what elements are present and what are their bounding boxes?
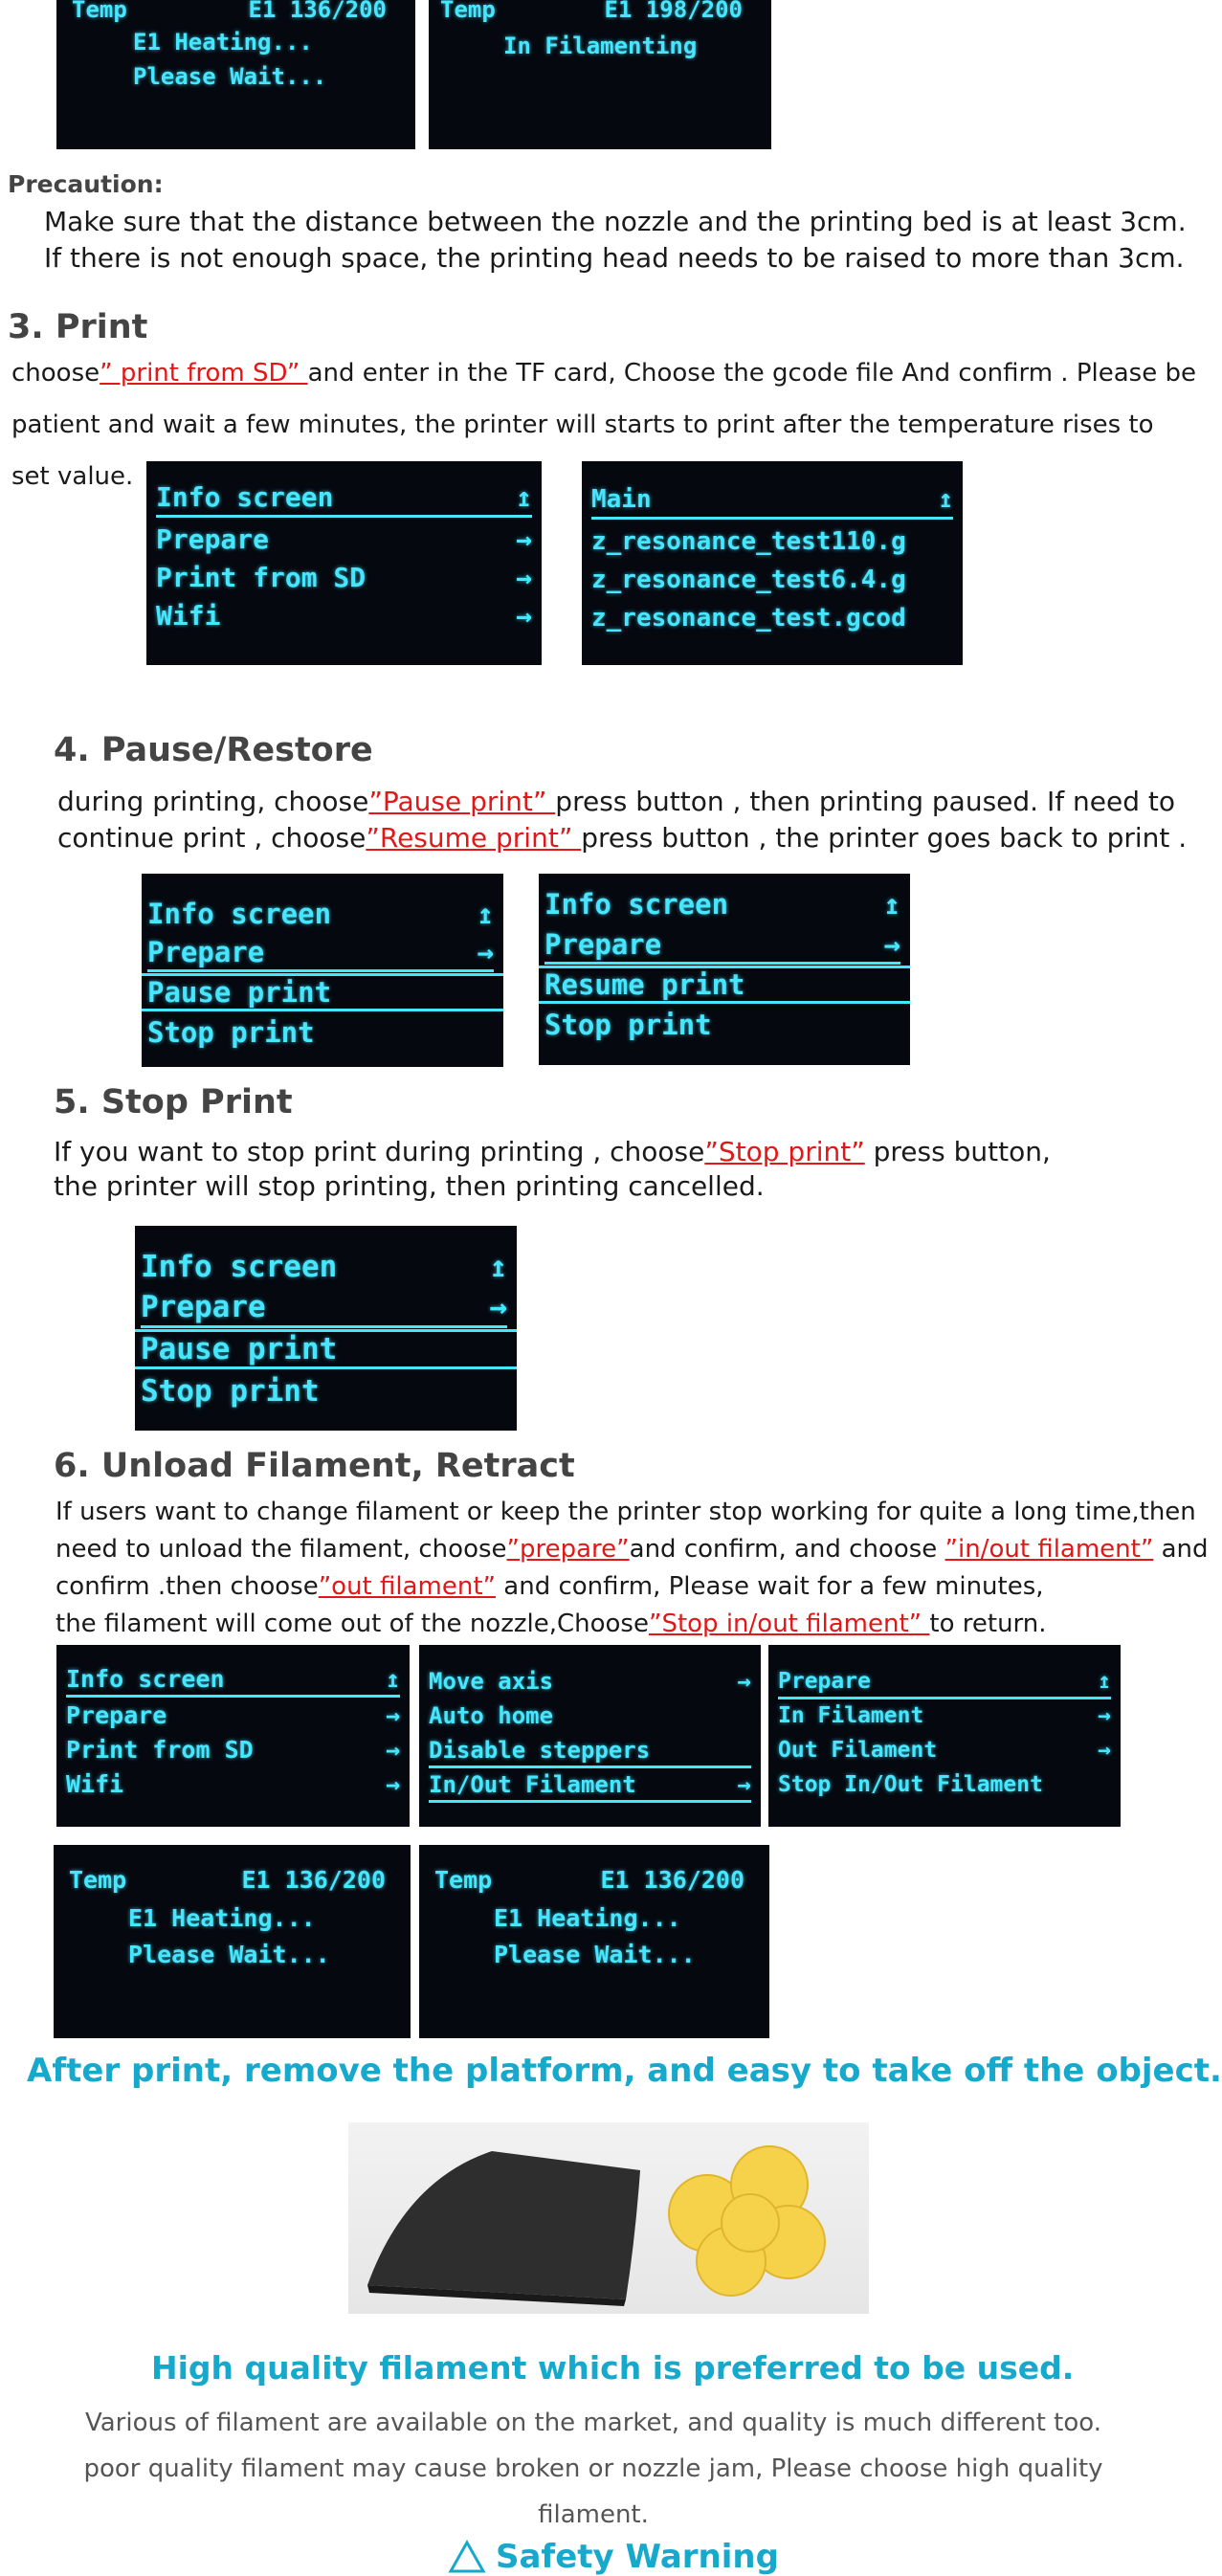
- safety-warning-text: Safety Warning: [496, 2538, 779, 2576]
- quality-heading: High quality filament which is preferred to be used.: [151, 2349, 1075, 2387]
- quality-line-3: filament.: [538, 2500, 649, 2529]
- stop-in-out-filament-highlight: ”Stop in/out filament”: [648, 1610, 930, 1638]
- menu-row: Prepare →: [156, 523, 532, 555]
- print-paragraph-line-2: patient and wait a few minutes, the printer will starts to print after the temperature rises to: [11, 411, 1154, 439]
- menu-row: Wifi →: [156, 600, 532, 632]
- temp-label: Temp: [440, 0, 496, 23]
- lcd-stop-menu: Info screen ↥ Prepare → Pause print Stop print: [135, 1226, 517, 1431]
- lcd-heating-a: Temp E1 136/200 E1 Heating... Please Wait...: [54, 1845, 411, 2038]
- lcd-resume-menu: Info screen ↥ Prepare → Resume print Stop print: [539, 874, 910, 1065]
- file-row: z_resonance_test6.4.g: [591, 566, 906, 594]
- heating-line: E1 Heating...: [133, 29, 313, 56]
- section-stop-title: 5. Stop Print: [54, 1083, 293, 1121]
- precaution-line-1: Make sure that the distance between the nozzle and the printing bed is at least 3cm.: [44, 206, 1187, 237]
- prepare-highlight: ”prepare”: [506, 1535, 630, 1564]
- warning-triangle-icon: [448, 2540, 486, 2574]
- menu-row: Main ↥: [591, 482, 953, 520]
- out-filament-highlight: ”out filament”: [318, 1572, 497, 1601]
- pause-line-1: during printing, choose”Pause print” press button , then printing paused. If need to: [57, 786, 1175, 817]
- resume-print-highlight: ”Resume print”: [366, 822, 582, 854]
- lcd-unload-main-menu: Info screen ↥ Prepare → Print from SD → Wifi →: [56, 1645, 410, 1827]
- lcd-unload-filament-menu: Prepare ↥ In Filament → Out Filament → Stop In/Out Filament: [768, 1645, 1121, 1827]
- section-print-title: 3. Print: [8, 308, 148, 346]
- menu-row: Print from SD →: [156, 562, 532, 593]
- lcd-filamenting-top: [429, 0, 771, 149]
- lcd-unload-prepare-menu: Move axis → Auto home Disable steppers In/Out Filament →: [419, 1645, 761, 1827]
- unload-line-4: the filament will come out of the nozzle,Choose”Stop in/out filament” to return.: [56, 1610, 1047, 1638]
- filamenting-line: In Filamenting: [503, 33, 698, 59]
- platform-and-object-illustration: [348, 2122, 869, 2314]
- file-row: z_resonance_test.gcod: [591, 604, 906, 633]
- wait-line: Please Wait...: [133, 63, 327, 90]
- unload-line-2: need to unload the filament, choose”prepare”and confirm, and choose ”in/out filament” and: [56, 1535, 1209, 1564]
- print-paragraph-line-3: set value.: [11, 462, 134, 491]
- section-pause-title: 4. Pause/Restore: [54, 731, 373, 769]
- quality-line-2: poor quality filament may cause broken or nozzle jam, Please choose high quality: [83, 2454, 1103, 2483]
- precaution-title: Precaution:: [8, 170, 164, 198]
- file-row: z_resonance_test110.g: [591, 527, 906, 556]
- precaution-line-2: If there is not enough space, the printing head needs to be raised to more than 3cm.: [44, 242, 1185, 274]
- unload-line-3: confirm .then choose”out filament” and confirm, Please wait for a few minutes,: [56, 1572, 1044, 1601]
- lcd-main-menu: [146, 461, 542, 665]
- print-from-sd-highlight: ” print from SD”: [100, 359, 308, 388]
- print-paragraph-line-1: choose” print from SD” and enter in the TF card, Choose the gcode file And confirm . Please be: [11, 359, 1196, 388]
- lcd-heating-b: Temp E1 136/200 E1 Heating... Please Wait...: [419, 1845, 769, 2038]
- temp-label: Temp: [72, 0, 127, 23]
- stop-print-highlight: ”Stop print”: [704, 1136, 865, 1167]
- stop-line-1: If you want to stop print during printing , choose”Stop print” press button,: [54, 1136, 1051, 1167]
- after-print-heading: After print, remove the platform, and easy to take off the object.: [27, 2052, 1222, 2090]
- section-unload-title: 6. Unload Filament, Retract: [54, 1447, 575, 1485]
- temp-value: E1 198/200: [604, 0, 743, 23]
- pause-line-2: continue print , choose”Resume print” press button , the printer goes back to print .: [57, 822, 1188, 854]
- platform-photo: [348, 2122, 869, 2314]
- quality-line-1: Various of filament are available on the market, and quality is much different too.: [84, 2409, 1101, 2437]
- lcd-sd-file-list: [582, 461, 963, 665]
- unload-line-1: If users want to change filament or keep the printer stop working for quite a long time,then: [56, 1498, 1196, 1526]
- pause-print-highlight: ”Pause print”: [368, 786, 556, 817]
- stop-line-2: the printer will stop printing, then printing cancelled.: [54, 1170, 765, 1202]
- in-out-filament-highlight: ”in/out filament”: [944, 1535, 1154, 1564]
- lcd-pause-menu: Info screen ↥ Prepare → Pause print Stop print: [142, 874, 503, 1067]
- lcd-heating-top: [56, 0, 415, 149]
- menu-row: Info screen ↥: [156, 480, 532, 518]
- temp-value: E1 136/200: [248, 0, 387, 23]
- safety-warning-heading: [448, 2538, 779, 2576]
